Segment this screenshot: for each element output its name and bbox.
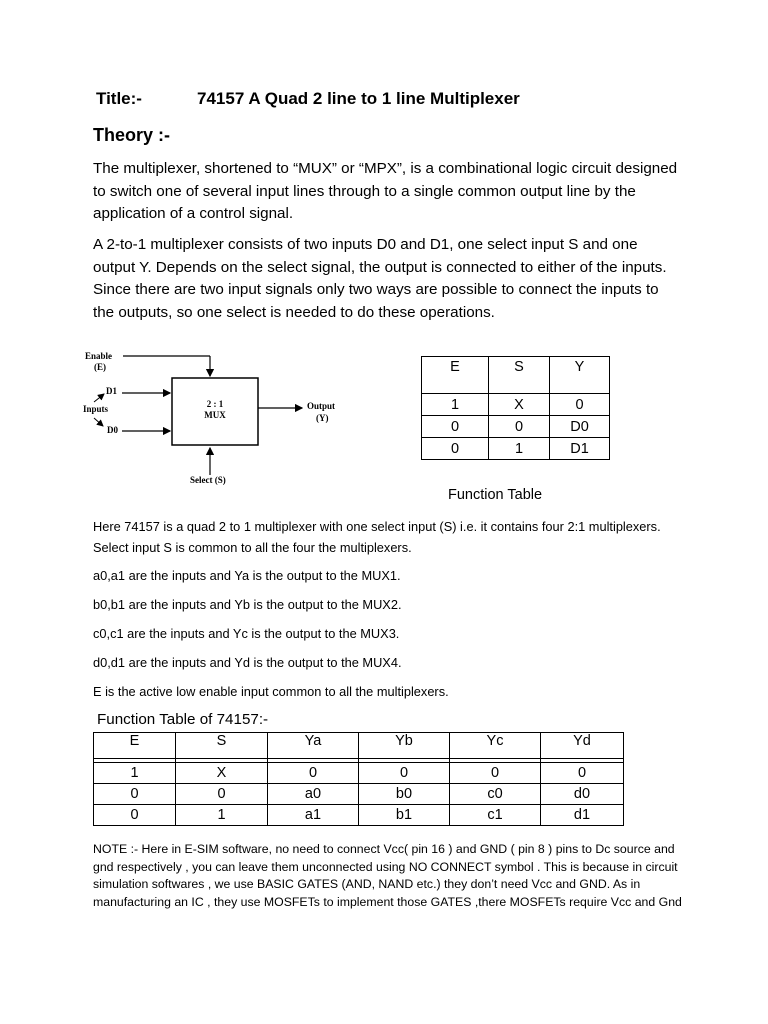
inputs-arrow-down bbox=[94, 418, 103, 426]
inputs-label: Inputs bbox=[83, 404, 109, 414]
table-cell: b1 bbox=[359, 805, 450, 826]
function-table-header bbox=[422, 357, 610, 394]
mux-ratio-label: 2 : 1 bbox=[206, 399, 224, 409]
mux-label: MUX bbox=[204, 410, 226, 420]
paragraph-mux-definition: The multiplexer, shortened to “MUX” or “MPX”, is a combinational logic circuit designed to switch one of several input lines through to a single common output line by the application of a control signal. bbox=[93, 160, 678, 222]
table-cell: 0 bbox=[541, 763, 624, 784]
table-row bbox=[94, 763, 624, 784]
table-cell: 1 bbox=[489, 438, 550, 460]
function-table-74157-caption: Function Table of 74157:- bbox=[97, 711, 269, 728]
table-cell: 0 bbox=[94, 805, 176, 826]
title-text: 74157 A Quad 2 line to 1 line Multiplexer bbox=[197, 89, 520, 108]
table-cell: c0 bbox=[450, 784, 541, 805]
header-cell: Yb bbox=[359, 733, 450, 759]
table-cell: 0 bbox=[422, 416, 489, 438]
table-cell: 0 bbox=[359, 763, 450, 784]
header-cell: Yc bbox=[450, 733, 541, 759]
header-cell: Yd bbox=[541, 733, 624, 759]
description-mux2: b0,b1 are the inputs and Yb is the output to the MUX2. bbox=[93, 597, 402, 612]
header-cell: S bbox=[176, 733, 268, 759]
table-row bbox=[422, 416, 610, 438]
header-cell: E bbox=[94, 733, 176, 759]
description-enable: E is the active low enable input common to all the multiplexers. bbox=[93, 684, 449, 699]
table-cell: 1 bbox=[94, 763, 176, 784]
select-label: Select (S) bbox=[190, 475, 226, 485]
page-title bbox=[96, 89, 520, 109]
table-row bbox=[94, 784, 624, 805]
table-cell: 0 bbox=[422, 438, 489, 460]
function-table-caption: Function Table bbox=[448, 487, 543, 503]
header-cell: Ya bbox=[268, 733, 359, 759]
table-cell: 0 bbox=[268, 763, 359, 784]
description-74157: Here 74157 is a quad 2 to 1 multiplexer with one select input (S) i.e. it contains four 2:1 multiplexers. Select input S is common to all the four the multiplexers. bbox=[93, 519, 661, 555]
description-mux3: c0,c1 are the inputs and Yc is the output to the MUX3. bbox=[93, 626, 400, 641]
enable-label: Enable bbox=[85, 351, 113, 361]
mux-block-diagram bbox=[80, 348, 370, 493]
table-cell: 0 bbox=[550, 394, 610, 416]
table-cell: a1 bbox=[268, 805, 359, 826]
header-cell: Y bbox=[550, 357, 610, 394]
table-cell: D0 bbox=[550, 416, 610, 438]
paragraph-2to1-mux: A 2-to-1 multiplexer consists of two inputs D0 and D1, one select input S and one output Y. Depends on the select signal, the output is connected to either of the inputs. Since there are two input signals only two ways are possible to connect the inputs to the outputs, so one select is needed to do these operations. bbox=[93, 236, 667, 321]
d0-label: D0 bbox=[107, 425, 118, 435]
table-row bbox=[94, 805, 624, 826]
description-mux1: a0,a1 are the inputs and Ya is the output to the MUX1. bbox=[93, 568, 401, 583]
description-mux4: d0,d1 are the inputs and Yd is the output to the MUX4. bbox=[93, 655, 402, 670]
header-cell: E bbox=[422, 357, 489, 394]
table-cell: b0 bbox=[359, 784, 450, 805]
table-cell: d1 bbox=[541, 805, 624, 826]
d1-label: D1 bbox=[106, 386, 117, 396]
table-cell: X bbox=[489, 394, 550, 416]
table-cell: c1 bbox=[450, 805, 541, 826]
table-cell: X bbox=[176, 763, 268, 784]
inputs-arrow-up bbox=[94, 394, 104, 402]
output-symbol: (Y) bbox=[316, 413, 329, 423]
title-label: Title:- bbox=[96, 89, 142, 108]
table-cell: d0 bbox=[541, 784, 624, 805]
table-cell: 1 bbox=[422, 394, 489, 416]
table-cell: a0 bbox=[268, 784, 359, 805]
table-cell: 0 bbox=[176, 784, 268, 805]
output-label: Output bbox=[307, 401, 336, 411]
table-cell: 0 bbox=[94, 784, 176, 805]
table-cell: 0 bbox=[450, 763, 541, 784]
function-table bbox=[421, 356, 610, 460]
theory-heading: Theory :- bbox=[93, 125, 171, 145]
table-cell: 0 bbox=[489, 416, 550, 438]
header-cell: S bbox=[489, 357, 550, 394]
note-paragraph: NOTE :- Here in E-SIM software, no need to connect Vcc( pin 16 ) and GND ( pin 8 ) pins to Dc source and gnd respectively , you can leave them unconnected using NO CONNECT symbol . This is because in circuit simulation softwares , we use BASIC GATES (AND, NAND etc.) they don’t need Vcc and GND. As in manufacturing an IC , they use MOSFETs to implement those GATES ,there MOSFETs require Vcc and Gnd bbox=[93, 842, 682, 909]
table-cell: 1 bbox=[176, 805, 268, 826]
table-row bbox=[422, 394, 610, 416]
table-cell: D1 bbox=[550, 438, 610, 460]
enable-symbol: (E) bbox=[94, 362, 106, 372]
function-table-74157 bbox=[93, 732, 624, 826]
table-row bbox=[422, 438, 610, 460]
function-table-74157-header bbox=[94, 733, 624, 759]
